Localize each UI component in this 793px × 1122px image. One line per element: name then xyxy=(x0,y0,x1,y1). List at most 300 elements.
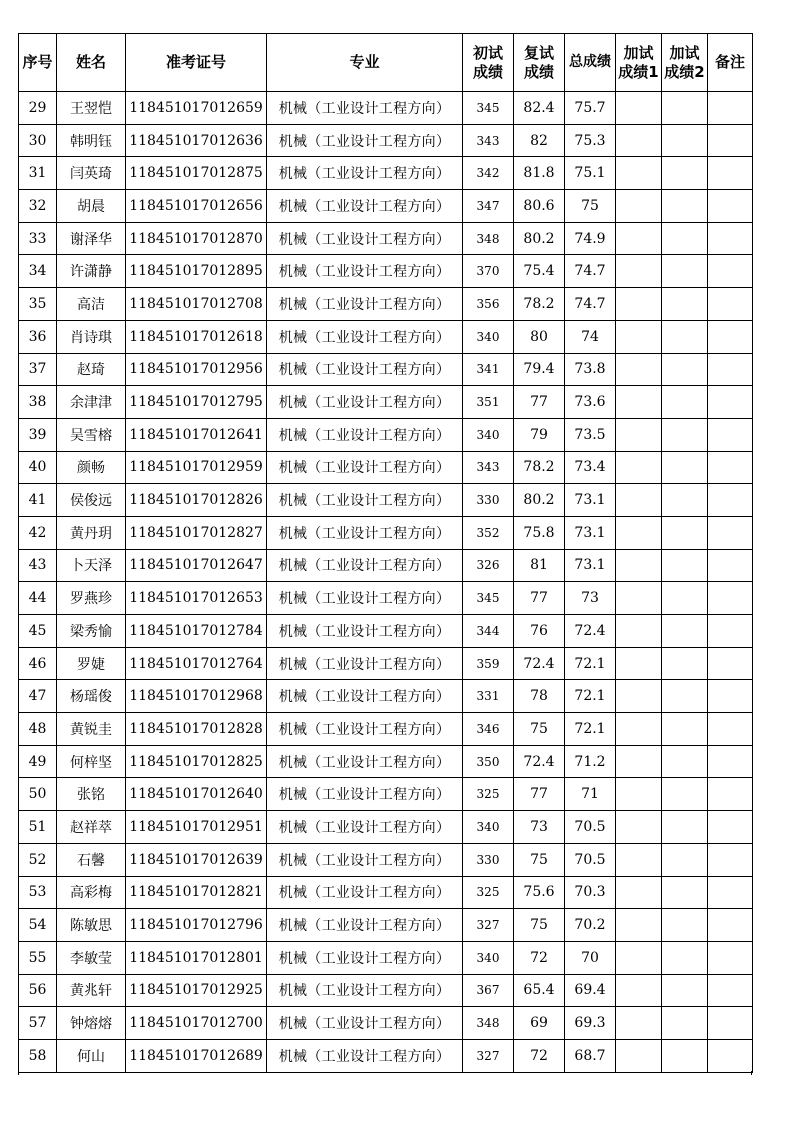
retest-score-cell: 75 xyxy=(514,843,565,876)
name-cell: 何山 xyxy=(57,1039,126,1072)
seq-cell: 34 xyxy=(19,255,57,288)
total-score-cell: 73.5 xyxy=(565,418,616,451)
retest-score-cell: 75.6 xyxy=(514,876,565,909)
seq-cell: 36 xyxy=(19,320,57,353)
exam-id-cell: 118451017012875 xyxy=(126,157,267,190)
major-cell: 机械（工业设计工程方向） xyxy=(267,516,463,549)
exam-id-cell: 118451017012640 xyxy=(126,778,267,811)
exam-id-cell: 118451017012968 xyxy=(126,680,267,713)
name-cell: 侯俊远 xyxy=(57,484,126,517)
exam-id-cell: 118451017012708 xyxy=(126,288,267,321)
total-score-cell: 72.4 xyxy=(565,615,616,648)
major-cell: 机械（工业设计工程方向） xyxy=(267,190,463,223)
bonus-score-1-cell xyxy=(616,876,662,909)
initial-score-cell: 367 xyxy=(463,974,514,1007)
name-cell: 赵琦 xyxy=(57,353,126,386)
table-row xyxy=(19,909,753,942)
bonus-score-2-cell xyxy=(662,386,708,419)
major-cell: 机械（工业设计工程方向） xyxy=(267,1039,463,1072)
header-name: 姓名 xyxy=(57,34,126,92)
initial-score-cell: 340 xyxy=(463,941,514,974)
total-score-cell: 73.6 xyxy=(565,386,616,419)
major-cell: 机械（工业设计工程方向） xyxy=(267,680,463,713)
seq-cell: 38 xyxy=(19,386,57,419)
table-row xyxy=(19,647,753,680)
initial-score-cell: 340 xyxy=(463,811,514,844)
retest-score-cell: 81 xyxy=(514,549,565,582)
name-cell: 张铭 xyxy=(57,778,126,811)
remark-cell xyxy=(708,516,753,549)
table-row xyxy=(19,843,753,876)
header-retest-score-line1: 复试 xyxy=(523,43,554,62)
exam-id-cell: 118451017012895 xyxy=(126,255,267,288)
bonus-score-2-cell xyxy=(662,582,708,615)
name-cell: 胡晨 xyxy=(57,190,126,223)
bonus-score-2-cell xyxy=(662,974,708,1007)
remark-cell xyxy=(708,778,753,811)
table-body xyxy=(19,92,753,1073)
table-row xyxy=(19,320,753,353)
bonus-score-1-cell xyxy=(616,222,662,255)
major-cell: 机械（工业设计工程方向） xyxy=(267,353,463,386)
name-cell: 高彩梅 xyxy=(57,876,126,909)
seq-cell: 53 xyxy=(19,876,57,909)
bonus-score-2-cell xyxy=(662,713,708,746)
initial-score-cell: 370 xyxy=(463,255,514,288)
seq-cell: 37 xyxy=(19,353,57,386)
initial-score-cell: 348 xyxy=(463,222,514,255)
seq-cell: 32 xyxy=(19,190,57,223)
total-score-cell: 72.1 xyxy=(565,647,616,680)
retest-score-cell: 75.8 xyxy=(514,516,565,549)
major-cell: 机械（工业设计工程方向） xyxy=(267,974,463,1007)
remark-cell xyxy=(708,1007,753,1040)
table-continuation-edge xyxy=(18,1071,752,1075)
header-bonus-score-1-line1: 加试 xyxy=(623,43,654,62)
exam-id-cell: 118451017012618 xyxy=(126,320,267,353)
initial-score-cell: 356 xyxy=(463,288,514,321)
exam-id-cell: 118451017012764 xyxy=(126,647,267,680)
retest-score-cell: 65.4 xyxy=(514,974,565,1007)
initial-score-cell: 344 xyxy=(463,615,514,648)
total-score-cell: 72.1 xyxy=(565,713,616,746)
bonus-score-1-cell xyxy=(616,320,662,353)
name-cell: 钟熔熔 xyxy=(57,1007,126,1040)
bonus-score-2-cell xyxy=(662,124,708,157)
remark-cell xyxy=(708,941,753,974)
remark-cell xyxy=(708,1039,753,1072)
table-row xyxy=(19,974,753,1007)
name-cell: 黄兆轩 xyxy=(57,974,126,1007)
exam-id-cell: 118451017012659 xyxy=(126,92,267,125)
initial-score-cell: 327 xyxy=(463,909,514,942)
seq-cell: 30 xyxy=(19,124,57,157)
total-score-cell: 74.7 xyxy=(565,255,616,288)
major-cell: 机械（工业设计工程方向） xyxy=(267,418,463,451)
initial-score-cell: 347 xyxy=(463,190,514,223)
bonus-score-1-cell xyxy=(616,484,662,517)
total-score-cell: 73.1 xyxy=(565,516,616,549)
exam-id-cell: 118451017012828 xyxy=(126,713,267,746)
retest-score-cell: 75 xyxy=(514,909,565,942)
remark-cell xyxy=(708,92,753,125)
retest-score-cell: 77 xyxy=(514,778,565,811)
total-score-cell: 69.4 xyxy=(565,974,616,1007)
bonus-score-1-cell xyxy=(616,124,662,157)
major-cell: 机械（工业设计工程方向） xyxy=(267,713,463,746)
initial-score-cell: 340 xyxy=(463,418,514,451)
retest-score-cell: 81.8 xyxy=(514,157,565,190)
bonus-score-1-cell xyxy=(616,745,662,778)
exam-id-cell: 118451017012656 xyxy=(126,190,267,223)
name-cell: 何梓坚 xyxy=(57,745,126,778)
name-cell: 李敏莹 xyxy=(57,941,126,974)
name-cell: 许潇静 xyxy=(57,255,126,288)
bonus-score-2-cell xyxy=(662,484,708,517)
initial-score-cell: 330 xyxy=(463,484,514,517)
name-cell: 闫英琦 xyxy=(57,157,126,190)
name-cell: 卜天泽 xyxy=(57,549,126,582)
bonus-score-1-cell xyxy=(616,418,662,451)
initial-score-cell: 325 xyxy=(463,778,514,811)
bonus-score-1-cell xyxy=(616,451,662,484)
seq-cell: 45 xyxy=(19,615,57,648)
major-cell: 机械（工业设计工程方向） xyxy=(267,484,463,517)
seq-cell: 41 xyxy=(19,484,57,517)
table-row xyxy=(19,124,753,157)
seq-cell: 35 xyxy=(19,288,57,321)
seq-cell: 55 xyxy=(19,941,57,974)
header-remark: 备注 xyxy=(708,34,753,92)
remark-cell xyxy=(708,745,753,778)
initial-score-cell: 345 xyxy=(463,582,514,615)
header-bonus-score-2 xyxy=(662,34,708,92)
total-score-cell: 70.2 xyxy=(565,909,616,942)
bonus-score-1-cell xyxy=(616,386,662,419)
bonus-score-1-cell xyxy=(616,582,662,615)
name-cell: 余津津 xyxy=(57,386,126,419)
major-cell: 机械（工业设计工程方向） xyxy=(267,647,463,680)
seq-cell: 54 xyxy=(19,909,57,942)
header-row xyxy=(19,34,753,92)
seq-cell: 52 xyxy=(19,843,57,876)
header-major: 专业 xyxy=(267,34,463,92)
table-row xyxy=(19,386,753,419)
exam-id-cell: 118451017012825 xyxy=(126,745,267,778)
bonus-score-1-cell xyxy=(616,549,662,582)
exam-id-cell: 118451017012653 xyxy=(126,582,267,615)
seq-cell: 47 xyxy=(19,680,57,713)
name-cell: 黄丹玥 xyxy=(57,516,126,549)
total-score-cell: 73.1 xyxy=(565,549,616,582)
exam-id-cell: 118451017012870 xyxy=(126,222,267,255)
remark-cell xyxy=(708,386,753,419)
total-score-cell: 70 xyxy=(565,941,616,974)
major-cell: 机械（工业设计工程方向） xyxy=(267,941,463,974)
remark-cell xyxy=(708,484,753,517)
bonus-score-2-cell xyxy=(662,941,708,974)
exam-id-cell: 118451017012956 xyxy=(126,353,267,386)
total-score-cell: 74 xyxy=(565,320,616,353)
bonus-score-2-cell xyxy=(662,451,708,484)
retest-score-cell: 72.4 xyxy=(514,647,565,680)
retest-score-cell: 78.2 xyxy=(514,451,565,484)
bonus-score-1-cell xyxy=(616,255,662,288)
exam-id-cell: 118451017012951 xyxy=(126,811,267,844)
bonus-score-2-cell xyxy=(662,909,708,942)
major-cell: 机械（工业设计工程方向） xyxy=(267,909,463,942)
table-row xyxy=(19,92,753,125)
seq-cell: 49 xyxy=(19,745,57,778)
bonus-score-2-cell xyxy=(662,843,708,876)
seq-cell: 51 xyxy=(19,811,57,844)
seq-cell: 43 xyxy=(19,549,57,582)
name-cell: 陈敏思 xyxy=(57,909,126,942)
initial-score-cell: 340 xyxy=(463,320,514,353)
initial-score-cell: 325 xyxy=(463,876,514,909)
bonus-score-1-cell xyxy=(616,92,662,125)
exam-id-cell: 118451017012795 xyxy=(126,386,267,419)
table-row xyxy=(19,615,753,648)
name-cell: 黄锐圭 xyxy=(57,713,126,746)
header-initial-score-line1: 初试 xyxy=(472,43,503,62)
bonus-score-1-cell xyxy=(616,516,662,549)
bonus-score-2-cell xyxy=(662,876,708,909)
exam-id-cell: 118451017012821 xyxy=(126,876,267,909)
table-row xyxy=(19,157,753,190)
retest-score-cell: 72 xyxy=(514,1039,565,1072)
total-score-cell: 73.4 xyxy=(565,451,616,484)
bonus-score-2-cell xyxy=(662,745,708,778)
exam-id-cell: 118451017012636 xyxy=(126,124,267,157)
table-row xyxy=(19,516,753,549)
major-cell: 机械（工业设计工程方向） xyxy=(267,451,463,484)
bonus-score-2-cell xyxy=(662,288,708,321)
bonus-score-1-cell xyxy=(616,1039,662,1072)
bonus-score-2-cell xyxy=(662,811,708,844)
retest-score-cell: 76 xyxy=(514,615,565,648)
name-cell: 石馨 xyxy=(57,843,126,876)
retest-score-cell: 80.2 xyxy=(514,484,565,517)
total-score-cell: 75.1 xyxy=(565,157,616,190)
bonus-score-1-cell xyxy=(616,843,662,876)
major-cell: 机械（工业设计工程方向） xyxy=(267,288,463,321)
total-score-cell: 73.1 xyxy=(565,484,616,517)
remark-cell xyxy=(708,451,753,484)
bonus-score-2-cell xyxy=(662,647,708,680)
initial-score-cell: 346 xyxy=(463,713,514,746)
table-row xyxy=(19,190,753,223)
seq-cell: 42 xyxy=(19,516,57,549)
major-cell: 机械（工业设计工程方向） xyxy=(267,615,463,648)
exam-id-cell: 118451017012700 xyxy=(126,1007,267,1040)
table-row xyxy=(19,713,753,746)
initial-score-cell: 343 xyxy=(463,451,514,484)
retest-score-cell: 80 xyxy=(514,320,565,353)
table-row xyxy=(19,484,753,517)
name-cell: 高洁 xyxy=(57,288,126,321)
remark-cell xyxy=(708,320,753,353)
header-retest-score-line2: 成绩 xyxy=(523,62,554,81)
retest-score-cell: 79.4 xyxy=(514,353,565,386)
bonus-score-1-cell xyxy=(616,647,662,680)
total-score-cell: 74.7 xyxy=(565,288,616,321)
bonus-score-2-cell xyxy=(662,778,708,811)
table-row xyxy=(19,778,753,811)
exam-id-cell: 118451017012796 xyxy=(126,909,267,942)
header-exam-id: 准考证号 xyxy=(126,34,267,92)
seq-cell: 44 xyxy=(19,582,57,615)
bonus-score-2-cell xyxy=(662,190,708,223)
total-score-cell: 69.3 xyxy=(565,1007,616,1040)
table-row xyxy=(19,876,753,909)
table-row xyxy=(19,222,753,255)
total-score-cell: 73.8 xyxy=(565,353,616,386)
exam-id-cell: 118451017012689 xyxy=(126,1039,267,1072)
table-row xyxy=(19,745,753,778)
bonus-score-1-cell xyxy=(616,713,662,746)
remark-cell xyxy=(708,549,753,582)
bonus-score-1-cell xyxy=(616,353,662,386)
header-bonus-score-2-line2: 成绩2 xyxy=(664,62,705,81)
retest-score-cell: 69 xyxy=(514,1007,565,1040)
total-score-cell: 71.2 xyxy=(565,745,616,778)
remark-cell xyxy=(708,255,753,288)
name-cell: 韩明钰 xyxy=(57,124,126,157)
bonus-score-2-cell xyxy=(662,418,708,451)
table-row xyxy=(19,353,753,386)
bonus-score-2-cell xyxy=(662,615,708,648)
remark-cell xyxy=(708,680,753,713)
total-score-cell: 71 xyxy=(565,778,616,811)
major-cell: 机械（工业设计工程方向） xyxy=(267,549,463,582)
bonus-score-2-cell xyxy=(662,320,708,353)
retest-score-cell: 80.2 xyxy=(514,222,565,255)
remark-cell xyxy=(708,124,753,157)
bonus-score-2-cell xyxy=(662,255,708,288)
bonus-score-1-cell xyxy=(616,941,662,974)
initial-score-cell: 327 xyxy=(463,1039,514,1072)
header-retest-score xyxy=(514,34,565,92)
table-row xyxy=(19,451,753,484)
remark-cell xyxy=(708,157,753,190)
bonus-score-1-cell xyxy=(616,288,662,321)
total-score-cell: 68.7 xyxy=(565,1039,616,1072)
initial-score-cell: 345 xyxy=(463,92,514,125)
bonus-score-1-cell xyxy=(616,190,662,223)
major-cell: 机械（工业设计工程方向） xyxy=(267,92,463,125)
remark-cell xyxy=(708,876,753,909)
retest-score-cell: 78.2 xyxy=(514,288,565,321)
bonus-score-1-cell xyxy=(616,615,662,648)
bonus-score-1-cell xyxy=(616,680,662,713)
header-bonus-score-2-line1: 加试 xyxy=(669,43,700,62)
remark-cell xyxy=(708,288,753,321)
bonus-score-2-cell xyxy=(662,1039,708,1072)
exam-id-cell: 118451017012647 xyxy=(126,549,267,582)
bonus-score-2-cell xyxy=(662,157,708,190)
retest-score-cell: 82 xyxy=(514,124,565,157)
remark-cell xyxy=(708,615,753,648)
exam-id-cell: 118451017012827 xyxy=(126,516,267,549)
total-score-cell: 75 xyxy=(565,190,616,223)
name-cell: 谢泽华 xyxy=(57,222,126,255)
major-cell: 机械（工业设计工程方向） xyxy=(267,124,463,157)
seq-cell: 31 xyxy=(19,157,57,190)
seq-cell: 33 xyxy=(19,222,57,255)
name-cell: 吴雪榕 xyxy=(57,418,126,451)
major-cell: 机械（工业设计工程方向） xyxy=(267,1007,463,1040)
remark-cell xyxy=(708,190,753,223)
seq-cell: 56 xyxy=(19,974,57,1007)
seq-cell: 58 xyxy=(19,1039,57,1072)
total-score-cell: 74.9 xyxy=(565,222,616,255)
name-cell: 罗燕珍 xyxy=(57,582,126,615)
initial-score-cell: 343 xyxy=(463,124,514,157)
table-row xyxy=(19,418,753,451)
bonus-score-1-cell xyxy=(616,811,662,844)
seq-cell: 46 xyxy=(19,647,57,680)
remark-cell xyxy=(708,811,753,844)
bonus-score-2-cell xyxy=(662,680,708,713)
name-cell: 梁秀愉 xyxy=(57,615,126,648)
seq-cell: 40 xyxy=(19,451,57,484)
major-cell: 机械（工业设计工程方向） xyxy=(267,386,463,419)
initial-score-cell: 326 xyxy=(463,549,514,582)
exam-id-cell: 118451017012826 xyxy=(126,484,267,517)
table-row xyxy=(19,255,753,288)
table-row xyxy=(19,1039,753,1072)
name-cell: 肖诗琪 xyxy=(57,320,126,353)
major-cell: 机械（工业设计工程方向） xyxy=(267,222,463,255)
bonus-score-1-cell xyxy=(616,778,662,811)
total-score-cell: 75.7 xyxy=(565,92,616,125)
header-bonus-score-1-line2: 成绩1 xyxy=(618,62,659,81)
table-row xyxy=(19,582,753,615)
seq-cell: 48 xyxy=(19,713,57,746)
table-row xyxy=(19,811,753,844)
name-cell: 杨瑶俊 xyxy=(57,680,126,713)
total-score-cell: 70.5 xyxy=(565,843,616,876)
retest-score-cell: 79 xyxy=(514,418,565,451)
retest-score-cell: 80.6 xyxy=(514,190,565,223)
bonus-score-2-cell xyxy=(662,92,708,125)
initial-score-cell: 342 xyxy=(463,157,514,190)
exam-id-cell: 118451017012784 xyxy=(126,615,267,648)
major-cell: 机械（工业设计工程方向） xyxy=(267,778,463,811)
total-score-cell: 70.5 xyxy=(565,811,616,844)
remark-cell xyxy=(708,909,753,942)
initial-score-cell: 352 xyxy=(463,516,514,549)
exam-id-cell: 118451017012641 xyxy=(126,418,267,451)
remark-cell xyxy=(708,843,753,876)
header-seq: 序号 xyxy=(19,34,57,92)
header-total-score: 总成绩 xyxy=(565,34,616,92)
table-row xyxy=(19,549,753,582)
retest-score-cell: 75.4 xyxy=(514,255,565,288)
bonus-score-2-cell xyxy=(662,549,708,582)
retest-score-cell: 75 xyxy=(514,713,565,746)
name-cell: 罗婕 xyxy=(57,647,126,680)
bonus-score-1-cell xyxy=(616,1007,662,1040)
major-cell: 机械（工业设计工程方向） xyxy=(267,157,463,190)
remark-cell xyxy=(708,582,753,615)
exam-id-cell: 118451017012639 xyxy=(126,843,267,876)
bonus-score-2-cell xyxy=(662,1007,708,1040)
exam-id-cell: 118451017012801 xyxy=(126,941,267,974)
seq-cell: 50 xyxy=(19,778,57,811)
major-cell: 机械（工业设计工程方向） xyxy=(267,255,463,288)
